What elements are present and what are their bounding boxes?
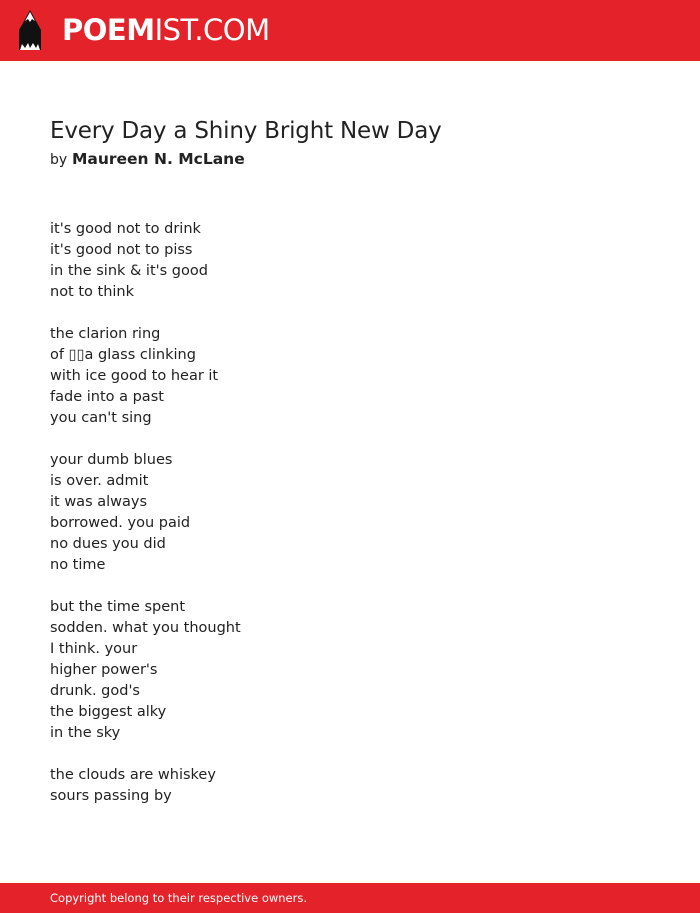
author-name: Maureen N. McLane: [71, 150, 245, 168]
byline-prefix: by: [50, 152, 68, 168]
site-header: [0, 0, 700, 61]
byline: [50, 148, 245, 171]
poem-line: higher power's: [50, 662, 158, 678]
copyright-text: Copyright belong to their respective owners.: [50, 891, 308, 905]
poem-line: you can't sing: [50, 410, 152, 426]
poem-stanza: [50, 450, 650, 576]
poem-line: it was always: [50, 494, 148, 510]
poem-line: I think. your: [50, 641, 138, 657]
poem-line: drunk. god's: [50, 683, 140, 699]
poem-body: [50, 219, 650, 828]
poem-stanza: [50, 765, 650, 807]
poem-line: in the sky: [50, 725, 121, 741]
poem-line: the biggest alky: [50, 704, 167, 720]
poem-line: sodden. what you thought: [50, 620, 241, 636]
poem-line: it's good not to drink: [50, 221, 201, 237]
poem-stanza: [50, 219, 650, 303]
poem-line: is over. admit: [50, 473, 149, 489]
brand-bold-text: POEM: [62, 13, 155, 47]
poem-line: no time: [50, 557, 106, 573]
poem-title: Every Day a Shiny Bright New Day: [50, 118, 442, 144]
pencil-tip-icon[interactable]: [17, 9, 43, 51]
poem-line: borrowed. you paid: [50, 515, 191, 531]
poem-line: fade into a past: [50, 389, 164, 405]
poem-line: not to think: [50, 284, 135, 300]
poem-line: no dues you did: [50, 536, 166, 552]
site-logo[interactable]: [62, 13, 270, 47]
poem-line: sours passing by: [50, 788, 172, 804]
poem-line: the clouds are whiskey: [50, 767, 216, 783]
poem-stanza: [50, 324, 650, 429]
poem-line: with ice good to hear it: [50, 368, 219, 384]
poem-line: your dumb blues: [50, 452, 173, 468]
brand-light-text: IST.COM: [154, 13, 270, 47]
poem-stanza: [50, 597, 650, 744]
poem-line: of ▯▯a glass clinking: [50, 347, 196, 363]
site-footer: [0, 883, 700, 913]
poem-line: it's good not to piss: [50, 242, 193, 258]
poem-line: but the time spent: [50, 599, 186, 615]
poem-line: in the sink & it's good: [50, 263, 208, 279]
poem-line: the clarion ring: [50, 326, 161, 342]
